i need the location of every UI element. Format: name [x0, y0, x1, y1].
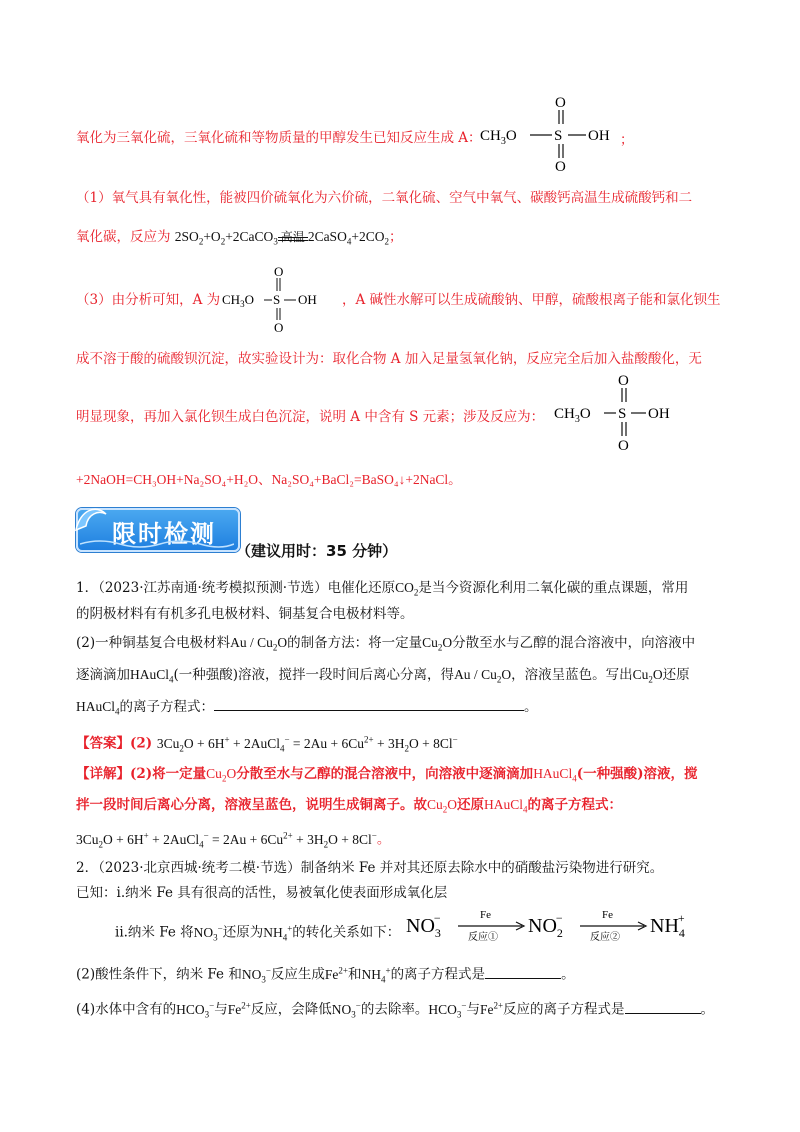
- reaction-equation-1: $2SO_2+O_2+2CaCO_3$ 高温 $2CaSO_4+2CO_2$: [174, 229, 389, 247]
- structural-formula-small: [220, 264, 340, 340]
- q2-line-2: 已知：i.纳米 Fe 具有很高的活性，易被氧化使表面形成氧化层: [76, 885, 448, 901]
- line3-text: 氧化碳，反应为: [76, 229, 171, 245]
- o-atom-bottom: O: [555, 159, 566, 174]
- wave-decoration: [80, 538, 234, 550]
- arrow1-label: 反应①: [468, 932, 498, 943]
- analysis-line-6: 明显现象，再加入氯化钡生成白色沉淀，说明 A 中含有 S 元素；涉及反应为：: [76, 409, 545, 425]
- detail-equation: $3Cu_2O + 6H^+$ + 2AuCl$_4$− = $2Au + 6Cu^{2+} + 3H_2O + 8Cl^-$: [76, 830, 377, 850]
- arrow2-reagent: Fe: [602, 909, 613, 921]
- q1-line-1: 1．（2023·江苏南通·统考模拟预测·节选）电催化还原$CO_2$是当今资源化利用二氧化碳的重点课题，常用: [76, 580, 689, 598]
- q2-line-3: ii.纳米 Fe 将$NO_3^-$还原为$NH_4^+$的转化关系如下：: [115, 923, 401, 943]
- analysis-line-5: 成不溶于酸的硫酸钡沉淀，故实验设计为：取化合物 A 加入足量氢氧化钠，反应完全后加入盐酸酸化，无: [76, 351, 702, 367]
- q1-detail-1: 【详解】(2)将一定量$Cu_2O$分散至水与乙醇的混合溶液中，向溶液中逐滴滴加HAuCl$_4$(一种强酸)溶液，搅: [76, 766, 698, 784]
- svg-text:S: S: [618, 406, 627, 422]
- analysis-text: 氧化为三氧化硫，三氧化硫和等物质量的甲醇发生已知反应生成 A：: [76, 130, 482, 146]
- arrow2-label: 反应②: [590, 932, 620, 943]
- svg-text:OH: OH: [648, 406, 670, 422]
- q2-line-1: 2．（2023·北京西城·统考二模·节选）制备纳米 Fe 并对其还原去除水中的硝酸盐污染物进行研究。: [76, 860, 664, 876]
- analysis-line-3: [76, 227, 402, 252]
- q1-answer: 【答案】(2) $3Cu_2O + 6H^+$ + 2AuCl$_4$− = $2Au + 6Cu^{2+} + 3H_2O + 8Cl^-$: [76, 734, 458, 754]
- no2-species: $NO_2-$: [528, 911, 563, 940]
- structural-formula-reaction: [552, 372, 692, 460]
- co2-formula: $CO_2$: [395, 580, 419, 598]
- arrow1-reagent: Fe: [480, 909, 491, 921]
- oh-group: OH: [588, 128, 610, 144]
- ch3-text: $CH_3O$: [222, 292, 254, 309]
- svg-text:S: S: [273, 292, 281, 307]
- o-atom-top: O: [555, 95, 566, 111]
- analysis-line-2: （1）氧气具有氧化性，能被四价硫氧化为六价硫，二氧化硫、空气中氧气、碳酸钙高温生成硫酸钙和二: [76, 190, 693, 206]
- svg-text:O: O: [618, 373, 629, 389]
- q1-detail-equation: $3Cu_2O + 6H^+$ + 2AuCl$_4$− = $2Au + 6Cu^{2+} + 3H_2O + 8Cl^-$。: [76, 830, 391, 850]
- section-banner: [76, 508, 240, 552]
- analysis-line-4b: ，A 碱性水解可以生成硫酸钠、甲醇，硫酸根离子能和氯化钡生: [342, 292, 721, 308]
- svg-text:O: O: [274, 264, 284, 279]
- time-hint: （建议用时：35 分钟）: [236, 542, 398, 560]
- svg-text:O: O: [618, 438, 629, 454]
- detail-label: 【详解】: [76, 766, 130, 782]
- analysis-line-7: +2NaOH=CH₃OH+Na₂SO₄+H₂O、Na₂SO₄+BaCl₂=BaSO₄↓+2NaCl。: [76, 472, 462, 487]
- semicolon: ；: [620, 132, 634, 148]
- analysis-line-1: [76, 128, 482, 148]
- conversion-diagram: [404, 906, 724, 946]
- structural-formula-a: [476, 92, 616, 178]
- s-atom: S: [554, 128, 563, 144]
- conversion-chain: [404, 906, 724, 950]
- nh4-species: $NH_4+$: [650, 911, 685, 940]
- q1-line-4: 逐滴滴加HAuCl$_4$(一种强酸)溶液，搅拌一段时间后离心分离，得Au / $Cu_2O$，溶液呈蓝色。写出$Cu_2O$还原: [76, 667, 690, 685]
- wave-icon: [72, 500, 112, 540]
- structure-diagram-small: [220, 264, 340, 336]
- banner-title: 限时检测: [112, 520, 216, 548]
- answer-label: 【答案】: [76, 735, 130, 752]
- svg-text:OH: OH: [298, 292, 317, 307]
- answer-blank-3[interactable]: [625, 1013, 701, 1014]
- q2-line-4: (2)酸性条件下，纳米 Fe 和$NO_3^-$反应生成$Fe^{2+}$和$NH_4^+$的离子方程式是 。: [76, 965, 575, 985]
- answer-equation: $3Cu_2O + 6H^+$ + 2AuCl$_4$− = $2Au + 6Cu^{2+} + 3H_2O + 8Cl^-$: [156, 734, 458, 754]
- q1-line-5: HAuCl$_4$的离子方程式： 。: [76, 699, 538, 717]
- q1-line-3: (2)一种铜基复合电极材料Au / $Cu_2O$的制备方法：将一定量$Cu_2O$分散至水与乙醇的混合溶液中，向溶液中: [76, 635, 696, 653]
- line3-end: ；: [388, 229, 403, 245]
- no3-species: $NO_3-$: [406, 911, 441, 940]
- svg-text:O: O: [274, 320, 284, 335]
- q1-line-2: 的阴极材料有有机多孔电极材料、铜基复合电极材料等。: [76, 606, 414, 622]
- analysis-line-4a: （3）由分析可知，A 为: [76, 292, 221, 308]
- q2-line-5: (4)水体中含有的$HCO_3^-$与$Fe^{2+}$反应，会降低$NO_3^-$的去除率。$HCO_3^-$与$Fe^{2+}$反应的离子方程式是 。: [76, 1000, 715, 1020]
- answer-blank-2[interactable]: [485, 978, 561, 979]
- q1-detail-2: 拌一段时间后离心分离，溶液呈蓝色，说明生成铜离子。故$Cu_2O$还原HAuCl$_4$的离子方程式：: [76, 797, 623, 815]
- answer-blank-1[interactable]: [214, 710, 524, 711]
- ch3-text: $CH_3O$: [554, 406, 591, 425]
- structure-diagram-reaction: [552, 372, 692, 456]
- ch3-text: $CH_3O$: [480, 128, 517, 147]
- structure-diagram: [476, 92, 616, 174]
